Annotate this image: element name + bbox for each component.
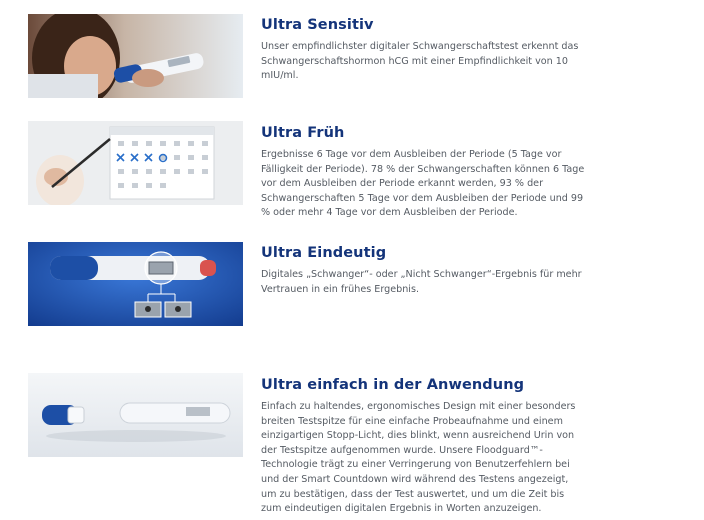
feature-description: Digitales „Schwanger“- oder „Nicht Schwanger“-Ergebnis für mehr Vertrauen in ein frühes Ergebnis.: [261, 269, 582, 295]
feature-title: Ultra Früh: [261, 125, 345, 141]
feature-description: Ergebnisse 6 Tage vor dem Ausbleiben der Periode (5 Tage vor Fälligkeit der Periode). 78 % der Schwangerschaften können 6 Tage vor dem Ausbleiben der Periode erkannt werden, 93 % der Schwangerschaften 5 Tage vor dem Ausbleiben der Periode und 99 % oder mehr 4 Tage vor dem Ausbleiben der Periode.: [261, 149, 585, 219]
digital-result-image: [28, 242, 243, 326]
calendar-image: [28, 121, 243, 205]
feature-description: Unser empfindlichster digitaler Schwangerschaftstest erkennt das Schwangerschaftshormon hCG mit einer Empfindlichkeit von 10 mIU/ml.: [261, 41, 579, 82]
feature-title: Ultra einfach in der Anwendung: [261, 377, 525, 393]
feature-title: Ultra Sensitiv: [261, 17, 374, 33]
woman-holding-test-image: [28, 14, 243, 98]
test-stick-image: [28, 373, 243, 457]
feature-description: Einfach zu haltendes, ergonomisches Design mit einer besonders breiten Testspitze für eine einfache Probeaufnahme und einem einzigartigen Stopp-Licht, dies blinkt, wenn ausreichend Urin von der Testspitze aufgenommen wurde. Unsere Floodguard™-Technologie trägt zu einer Verringerung von Benutzerfehlern bei und der Smart Countdown wird während des Testens angezeigt, um zu bestätigen, dass der Test auswertet, und um die Zeit bis zum eindeutigen digitalen Ergebnis in Worten anzuzeigen.: [261, 401, 576, 515]
feature-title: Ultra Eindeutig: [261, 245, 387, 261]
